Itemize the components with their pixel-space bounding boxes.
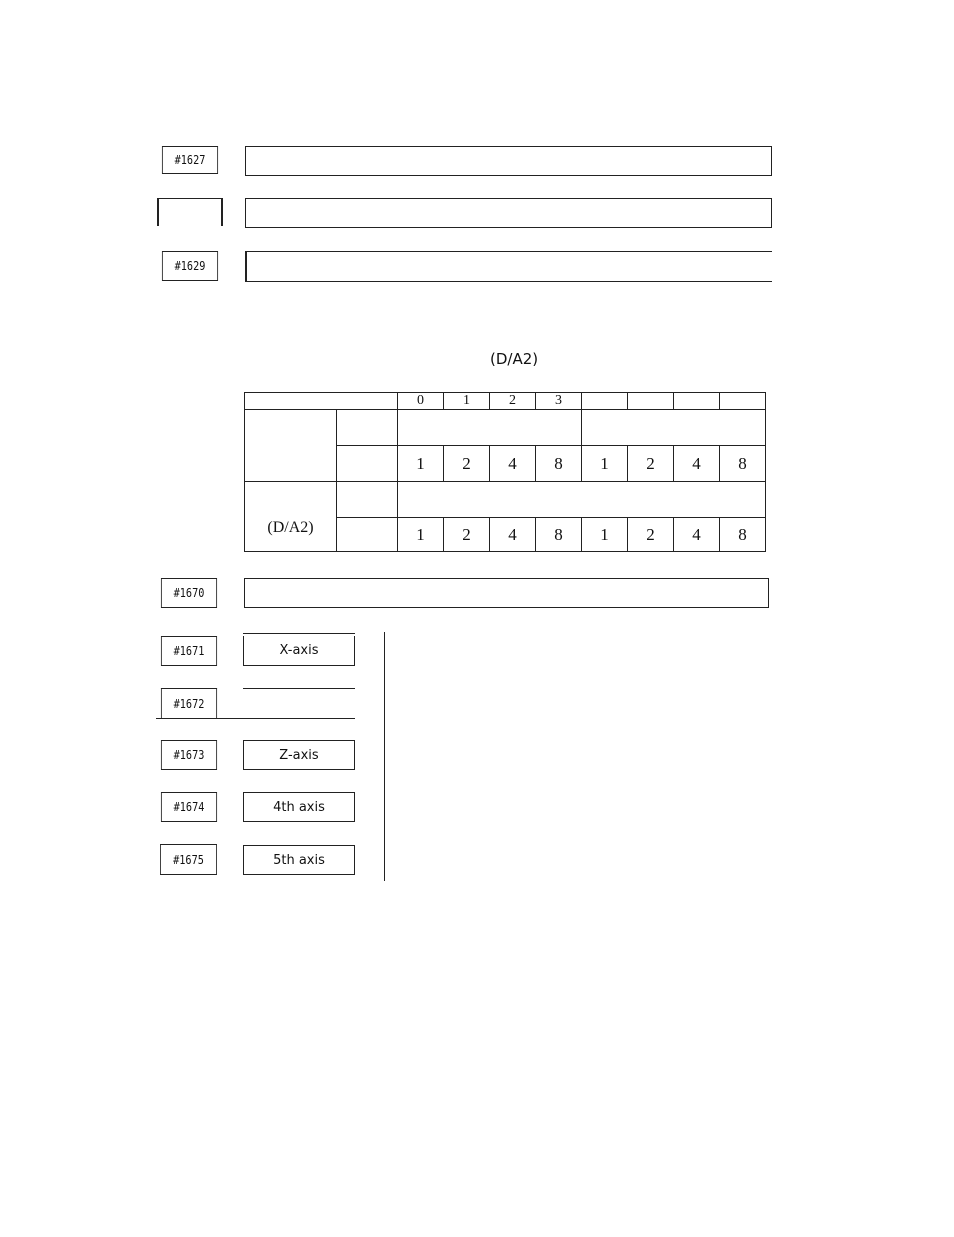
bit-header: [628, 393, 674, 410]
weight-cell: 4: [490, 518, 536, 552]
bit-header: [674, 393, 720, 410]
weight-cell: 4: [490, 446, 536, 482]
param-bar-1629: [245, 251, 772, 282]
group2-sub-label-2: [337, 518, 398, 552]
weight-cell: 8: [536, 446, 582, 482]
param-label-1675: #1675: [160, 844, 217, 875]
weight-cell: 1: [398, 518, 444, 552]
group2-sub-label: [337, 482, 398, 518]
bit-header: 2: [490, 393, 536, 410]
group2-span: [398, 482, 766, 518]
param-bar-1628: [245, 198, 772, 228]
weight-cell: 1: [582, 446, 628, 482]
param-label-1629: #1629: [162, 251, 218, 281]
bit-header: 0: [398, 393, 444, 410]
weight-cell: 2: [628, 518, 674, 552]
weight-cell: 8: [720, 446, 766, 482]
param-label-1672: #1672: [161, 688, 217, 718]
weight-cell: 8: [536, 518, 582, 552]
bit-header: [582, 393, 628, 410]
bit-header: 3: [536, 393, 582, 410]
group1-span-low: [398, 410, 582, 446]
axis-box-5th: 5th axis: [243, 845, 355, 875]
axis-section-divider: [384, 632, 385, 881]
weight-cell: 2: [444, 518, 490, 552]
weight-cell: 1: [582, 518, 628, 552]
group1-label-cell: [245, 410, 337, 482]
axis-box-x: X-axis: [243, 636, 355, 666]
param-label-1628-blank: [157, 198, 223, 226]
group2-label-cell: (D/A2): [245, 482, 337, 552]
param-label-1673: #1673: [161, 740, 217, 770]
axis-box-4th: 4th axis: [243, 792, 355, 822]
table-caption: (D/A2): [490, 350, 539, 368]
weight-cell: 2: [628, 446, 674, 482]
group1-name-row: [245, 410, 766, 446]
param-bar-1627: [245, 146, 772, 176]
bit-table: [244, 392, 766, 552]
axis-box-x-topline: [243, 633, 355, 634]
weight-cell: 8: [720, 518, 766, 552]
group1-sub-label: [337, 410, 398, 446]
bit-header: [720, 393, 766, 410]
weight-cell: 2: [444, 446, 490, 482]
header-blank: [245, 393, 398, 410]
param-label-1627: #1627: [162, 146, 218, 174]
bit-header: 1: [444, 393, 490, 410]
group2-name-row: [245, 482, 766, 518]
param-label-1674: #1674: [161, 792, 217, 822]
weight-cell: 4: [674, 518, 720, 552]
axis-box-z: Z-axis: [243, 740, 355, 770]
param-label-1671: #1671: [161, 636, 217, 666]
table-header-row: [245, 393, 766, 410]
weight-cell: 4: [674, 446, 720, 482]
param-bar-1670: [244, 578, 769, 608]
weight-cell: 1: [398, 446, 444, 482]
group1-sub-label-2: [337, 446, 398, 482]
group1-span-high: [582, 410, 766, 446]
axis-box-y-topline: [243, 688, 355, 689]
param-label-1670: #1670: [161, 578, 217, 608]
row-1672-divider: [156, 718, 355, 719]
